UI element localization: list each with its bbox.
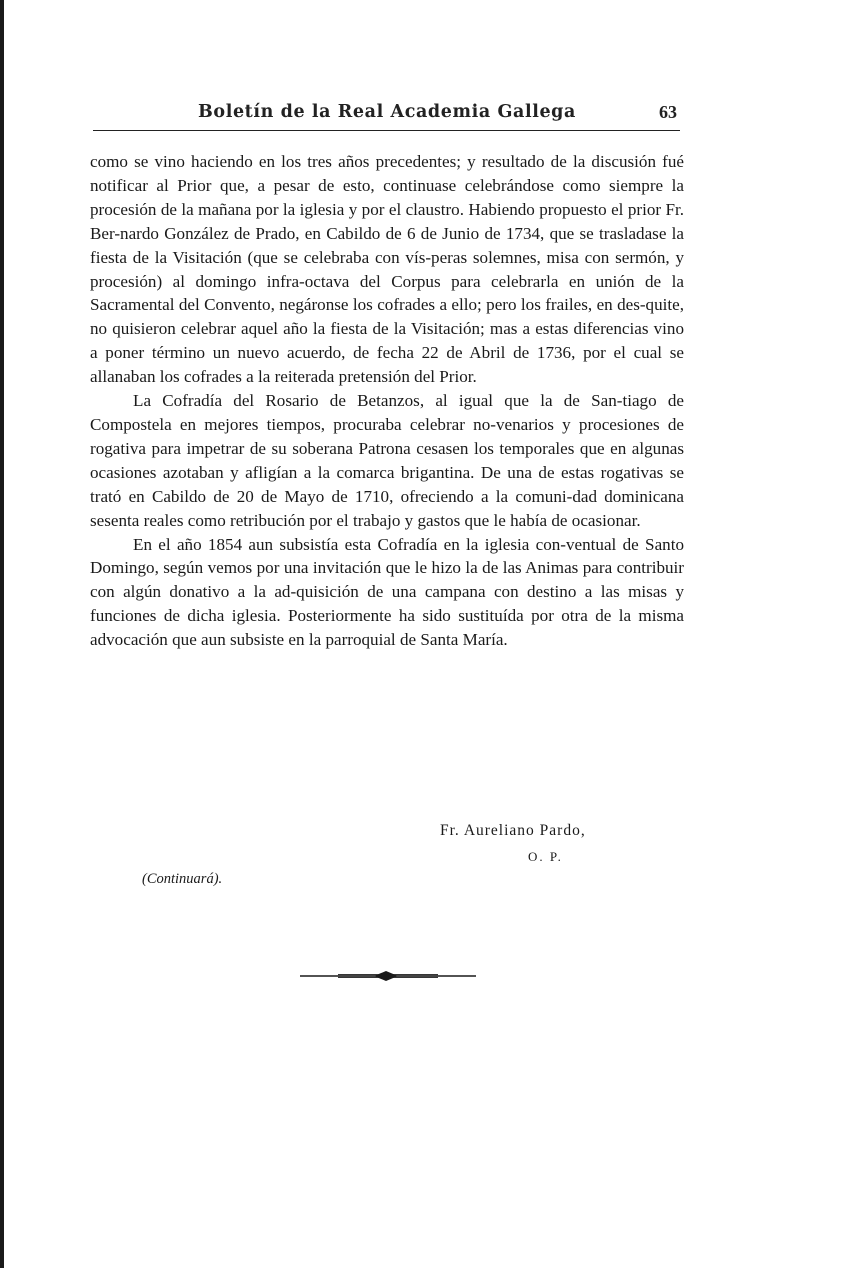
scan-edge <box>0 0 4 1268</box>
header-rule <box>93 130 680 131</box>
author-signature <box>440 818 586 870</box>
end-ornament <box>298 968 478 984</box>
paragraph-3: En el año 1854 aun subsistía esta Cofradía en la iglesia con-ventual de Santo Domingo, según vemos por una invitación que le hizo la de las Animas para contribuir con algún donativo a la ad-quisición de una campana con destino a las misas y funciones de dicha iglesia. Posteriormente ha sido sustituída por otra de la misma advocación que aun subsiste en la parroquial de Santa María. <box>90 534 684 650</box>
page-number: 63 <box>659 102 677 122</box>
paragraph-1: como se vino haciendo en los tres años precedentes; y resultado de la discusión fué notificar al Prior que, a pesar de esto, continuase celebrándose como siempre la procesión de la mañana por la iglesia y por el claustro. Habiendo propuesto el prior Fr. Ber-nardo González de Prado, en Cabildo de 6 de Junio de 1734, que se trasladase la fiesta de la Visitación (que se celebraba con vís-peras solemnes, misa con sermón, y procesión) al domingo infra-octava del Corpus para celebrarla en unión de la Sacramental del Convento, negáronse los cofrades a ello; pero los frailes, en des-quite, no quisieron celebrar aquel año la fiesta de la Visitación; mas a estas diferencias vino a poner término un nuevo acuerdo, de fecha 22 de Abril de 1736, por el cual se allanaban los cofrades a la reiterada pretensión del Prior. <box>90 152 684 387</box>
running-head <box>93 100 681 132</box>
paragraph-2: La Cofradía del Rosario de Betanzos, al igual que la de San-tiago de Compostela en mejores tiempos, procuraba celebrar no-venarios y procesiones de rogativa para impetrar de su soberana Patrona cesasen los temporales que en algunas ocasiones azotaban y afligían a la comarca brigantina. De una de estas rogativas se trató en Cabildo de 20 de Mayo de 1710, ofreciendo a la comuni-dad dominicana sesenta reales como retribución por el trabajo y gastos que le había de ocasionar. <box>90 391 684 530</box>
article-body <box>90 150 684 652</box>
author-name: Fr. Aureliano Pardo, <box>440 822 586 839</box>
author-order: O. P. <box>528 849 563 864</box>
journal-title: Boletín de la Real Academia Gallega <box>198 102 576 122</box>
ornament-divider-icon <box>298 968 478 984</box>
continuation-note: (Continuará). <box>142 871 223 887</box>
